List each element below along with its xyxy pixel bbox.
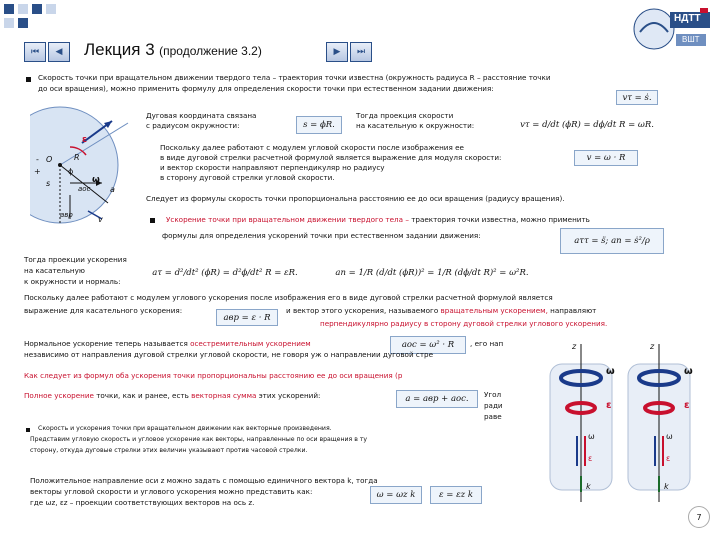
formula-s: s = ϕR. (296, 116, 342, 134)
label-O: O (46, 155, 53, 164)
proj-text1: Тогда проекция скорости (356, 111, 454, 120)
logo-text: НДТТ (674, 13, 701, 24)
label-a-vr: aвр (60, 211, 73, 219)
label-a-os: aос (78, 185, 91, 193)
vectors-line1: Положительное направление оси z можно задать с помощью единичного вектора k, тогда (30, 476, 378, 485)
tangential-line3: перпендикулярно радиусу в сторону дуговой стрелки углового ускорения. (320, 319, 608, 328)
accel-title: Ускорение точки при вращательном движении твердого тела – (166, 215, 409, 224)
formula-v-modulus: v = ω · R (574, 150, 638, 166)
eps-vec-right: ε (666, 454, 671, 463)
modulus-line3: и вектор скорости направляют перпендикуляр но радиусу (160, 163, 385, 172)
note-line1: Скорость и ускорения точки при вращательном движении как векторные произведения. (38, 425, 332, 432)
tangential-line2 (286, 306, 596, 316)
normal-line3: Как следует из формул оба ускорения точки пропорциональны расстоянию ее до оси вращения (р (24, 371, 403, 380)
arc-text1: Дуговая координата связана (146, 111, 257, 120)
note-line3: сторону, откуда дуговые стрелки этих величин указывают против часовой стрелки. (30, 447, 308, 454)
prev-icon: ◀ (55, 47, 63, 57)
bullet (150, 218, 155, 223)
rotation-diagram (30, 103, 144, 230)
accel-line1 (166, 215, 590, 225)
omega-label-left: ω (606, 366, 615, 377)
label-v: v (98, 215, 103, 224)
formula-a-tau: aτ = d²/dt² (ϕR) = d²ϕ/dt² R = εR. (152, 268, 298, 278)
label-a: a (110, 185, 115, 194)
omega-vec-left: ω (588, 432, 595, 441)
first-icon: ⏮ (30, 47, 40, 57)
k-label-right: k (664, 482, 669, 491)
proj-accel-text3: к окружности и нормаль: (24, 277, 121, 286)
corner-decoration (0, 0, 80, 40)
university-logo (630, 4, 712, 54)
full-d: этих ускорений: (256, 391, 321, 400)
eps-vec-left: ε (588, 454, 593, 463)
label-minus: - (36, 155, 39, 164)
proj-accel-text2: на касательную (24, 266, 85, 275)
proj-accel-text1: Тогда проекции ускорения (24, 255, 127, 264)
full-side3: раве (484, 412, 502, 421)
full-c: векторная сумма (191, 391, 257, 400)
last-icon: ⏭ (356, 47, 366, 57)
vectors-line2: векторы угловой скорости и углового ускорения можно представить как: (30, 487, 313, 496)
formula-v-proj: vτ = d/dt (ϕR) = dϕ/dt R = ωR. (520, 120, 654, 130)
follows-text: Следует из формулы скорость точки пропорциональна расстоянию ее до оси вращения (радиусу вращения). (146, 194, 565, 203)
label-phi: ϕ (68, 167, 74, 176)
logo-sub: ВШТ (682, 35, 700, 44)
label-eps: ε (82, 135, 88, 145)
full-line (24, 391, 320, 401)
full-side1: Угол (484, 390, 502, 399)
next-icon: ▶ (333, 47, 341, 57)
tangential-line2c: вращательным ускорением, (440, 306, 548, 315)
tangential-line1: Поскольку далее работают с модулем углового ускорения после изображения его в виде дуговой стрелки расчетной формулой является (24, 293, 553, 302)
arc-text2: с радиусом окружности: (146, 121, 240, 130)
label-s: s (46, 179, 51, 188)
normal-line1b: осестремительным ускорением (190, 339, 311, 348)
note-line2: Представим угловую скорость и угловое ускорение как векторы, направленные по оси вращения в ту (30, 436, 368, 443)
accel-rest: траектория точки известна, можно применить (408, 215, 590, 224)
omega-label-right: ω (684, 366, 693, 377)
tangential-line2d: направляют (550, 306, 597, 315)
prev-slide-button[interactable] (48, 42, 70, 62)
full-b: точки, как и ранее, есть (93, 391, 192, 400)
formula-a-os: aос = ω² · R (390, 336, 466, 354)
page-number-text: 7 (696, 512, 702, 522)
normal-line1 (24, 339, 311, 349)
formula-omega-vec: ω = ωz k (370, 486, 422, 504)
tangential-line2b: и вектор этого ускорения, называемого (286, 306, 439, 315)
title-main: Лекция 3 (84, 40, 155, 59)
modulus-line1: Поскольку далее работают с модулем угловой скорости после изображения ее (160, 143, 464, 152)
formula-v-tau: vτ = ṡ. (616, 90, 658, 105)
formula-a-full: a = aвр + aос. (396, 390, 478, 408)
normal-line1a: Нормальное ускорение теперь называется (24, 339, 188, 348)
velocity-line2: до оси вращения), можно применить формулу для определения скорости точки при естественном задании движения: (38, 84, 494, 93)
formula-accel-natural: aττ = s̈; an = ṡ²/ρ (560, 228, 664, 254)
full-side2: ради (484, 401, 503, 410)
proj-text2: на касательную к окружности: (356, 121, 475, 130)
omega-vec-right: ω (666, 432, 673, 441)
bullet (26, 428, 30, 432)
title-sub: (продолжение 3.2) (159, 44, 262, 58)
formula-eps-vec: ε = εz k (430, 486, 482, 504)
page-number (688, 506, 710, 528)
label-omega: ω (92, 175, 100, 185)
eps-label-left: ε (606, 400, 612, 411)
velocity-line1: Скорость точки при вращательном движении твердого тела – траектория точки известна (окружность радиуса R – расстояние точки (38, 73, 551, 82)
last-slide-button[interactable] (350, 42, 372, 62)
next-slide-button[interactable] (326, 42, 348, 62)
tangential-line2a: выражение для касательного ускорения: (24, 306, 183, 315)
bullet (26, 77, 31, 82)
normal-line1c: , его нап (470, 339, 504, 348)
axis-vectors-diagram (536, 336, 704, 506)
accel-line2: формулы для определения ускорений точки при естественном задании движения: (162, 231, 481, 240)
modulus-line2: в виде дуговой стрелки расчетной формулой является выражение для модуля скорости: (160, 153, 502, 162)
k-label-left: k (586, 482, 591, 491)
formula-a-vr: aвр = ε · R (216, 309, 278, 326)
first-slide-button[interactable] (24, 42, 46, 62)
formula-a-n: an = 1/R (d/dt (ϕR))² = 1/R (dϕ/dt R)² = ω²R. (335, 268, 529, 278)
modulus-line4: в сторону дуговой стрелки угловой скорости. (160, 173, 335, 182)
page-title (84, 40, 262, 60)
full-a: Полное ускорение (24, 391, 94, 400)
z-label-left: z (572, 342, 577, 351)
label-R: R (74, 153, 80, 162)
z-label-right: z (650, 342, 655, 351)
vectors-line3: где ωz, εz – проекции соответствующих векторов на ось z. (30, 498, 255, 507)
label-plus: + (34, 167, 41, 176)
eps-label-right: ε (684, 400, 690, 411)
normal-line2: независимо от направления дуговой стрелки угловой скорости, не говоря уж о направлении дуговой стре (24, 350, 434, 359)
